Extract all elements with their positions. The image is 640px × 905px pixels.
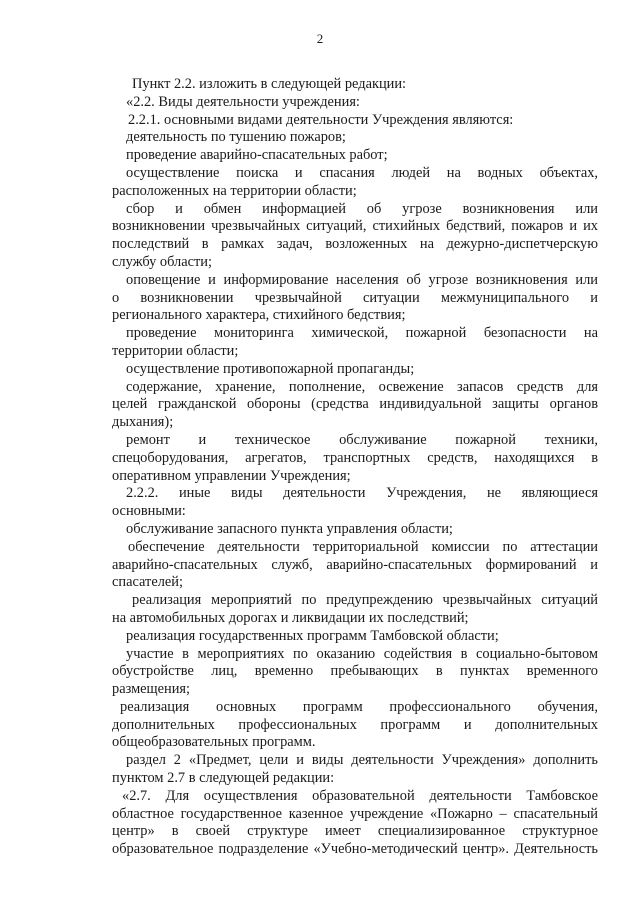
text-line: 2.2.2. иные виды деятельности Учреждения, не являющиеся <box>126 485 598 502</box>
document-body <box>112 76 598 859</box>
text-line: последствий в рамках задач, возложенных на дежурно-диспетчерскую <box>112 236 598 253</box>
text-line: территории области; <box>112 342 239 359</box>
text-line: расположенных на территории области; <box>112 182 357 199</box>
text-line: ремонт и техническое обслуживание пожарной техники, <box>126 431 598 448</box>
text-line: центр» в своей структуре имеет специализированное структурное <box>112 823 598 840</box>
text-line: службу области; <box>112 253 212 270</box>
page-number: 2 <box>316 31 324 46</box>
text-line: Пункт 2.2. изложить в следующей редакции: <box>132 76 407 92</box>
text-line: областное государственное казенное учреждение «Пожарно – спасательный <box>112 805 598 822</box>
text-line: образовательное подразделение «Учебно-методический центр». Деятельность <box>112 841 598 858</box>
text-line: спасателей; <box>112 574 183 591</box>
text-line: раздел 2 «Предмет, цели и виды деятельности Учреждения» дополнить <box>126 752 598 769</box>
text-line: «2.7. Для осуществления образовательной деятельности Тамбовское <box>122 787 598 804</box>
text-line: осуществление противопожарной пропаганды; <box>126 360 415 377</box>
text-line: о возникновении чрезвычайной ситуации межмуниципального и <box>112 289 598 306</box>
text-line: основными: <box>112 503 186 520</box>
text-line: дополнительных профессиональных программ и дополнительных <box>112 716 598 733</box>
text-line: участие в мероприятиях по оказанию содействия в социально-бытовом <box>126 645 598 662</box>
text-line: аварийно-спасательных служб, аварийно-спасательных формирований и <box>112 556 598 573</box>
text-line: осуществление поиска и спасания людей на водных объектах, <box>126 164 598 181</box>
text-line: реализация государственных программ Тамбовской области; <box>126 627 499 644</box>
text-line: обустройстве лиц, временно пребывающих в пунктах временного <box>112 663 598 680</box>
text-line: проведение мониторинга химической, пожарной безопасности на <box>126 325 598 342</box>
text-line: размещения; <box>112 681 191 698</box>
text-line: общеобразовательных программ. <box>112 734 316 751</box>
text-line: целей гражданской обороны (средства индивидуальной защиты органов <box>112 396 598 413</box>
text-line: реализация мероприятий по предупреждению чрезвычайных ситуаций <box>132 592 598 609</box>
text-line: реализация основных программ профессионального обучения, <box>120 698 598 715</box>
text-line: 2.2.1. основными видами деятельности Учреждения являются: <box>128 111 514 128</box>
text-line: деятельность по тушению пожаров; <box>126 129 346 146</box>
text-line: оповещение и информирование населения об угрозе возникновения или <box>126 271 598 288</box>
text-line: содержание, хранение, пополнение, освежение запасов средств для <box>126 378 598 395</box>
text-line: на автомобильных дорогах и ликвидации их последствий; <box>112 609 469 626</box>
text-line: оперативном управлении Учреждения; <box>112 467 351 484</box>
text-line: обеспечение деятельности территориальной комиссии по аттестации <box>128 538 598 555</box>
text-line: спецоборудования, агрегатов, транспортных средств, находящихся в <box>112 449 598 466</box>
text-line: обслуживание запасного пункта управления области; <box>126 520 453 537</box>
text-line: дыхания); <box>112 414 174 431</box>
text-line: пунктом 2.7 в следующей редакции: <box>112 770 335 787</box>
text-line: возникновении чрезвычайных ситуаций, стихийных бедствий, пожаров и их <box>112 218 598 235</box>
text-line: регионального характера, стихийного бедствия; <box>112 307 406 324</box>
text-line: проведение аварийно-спасательных работ; <box>126 147 388 164</box>
text-line: сбор и обмен информацией об угрозе возникновения или <box>126 200 598 217</box>
text-line: «2.2. Виды деятельности учреждения: <box>126 93 360 110</box>
